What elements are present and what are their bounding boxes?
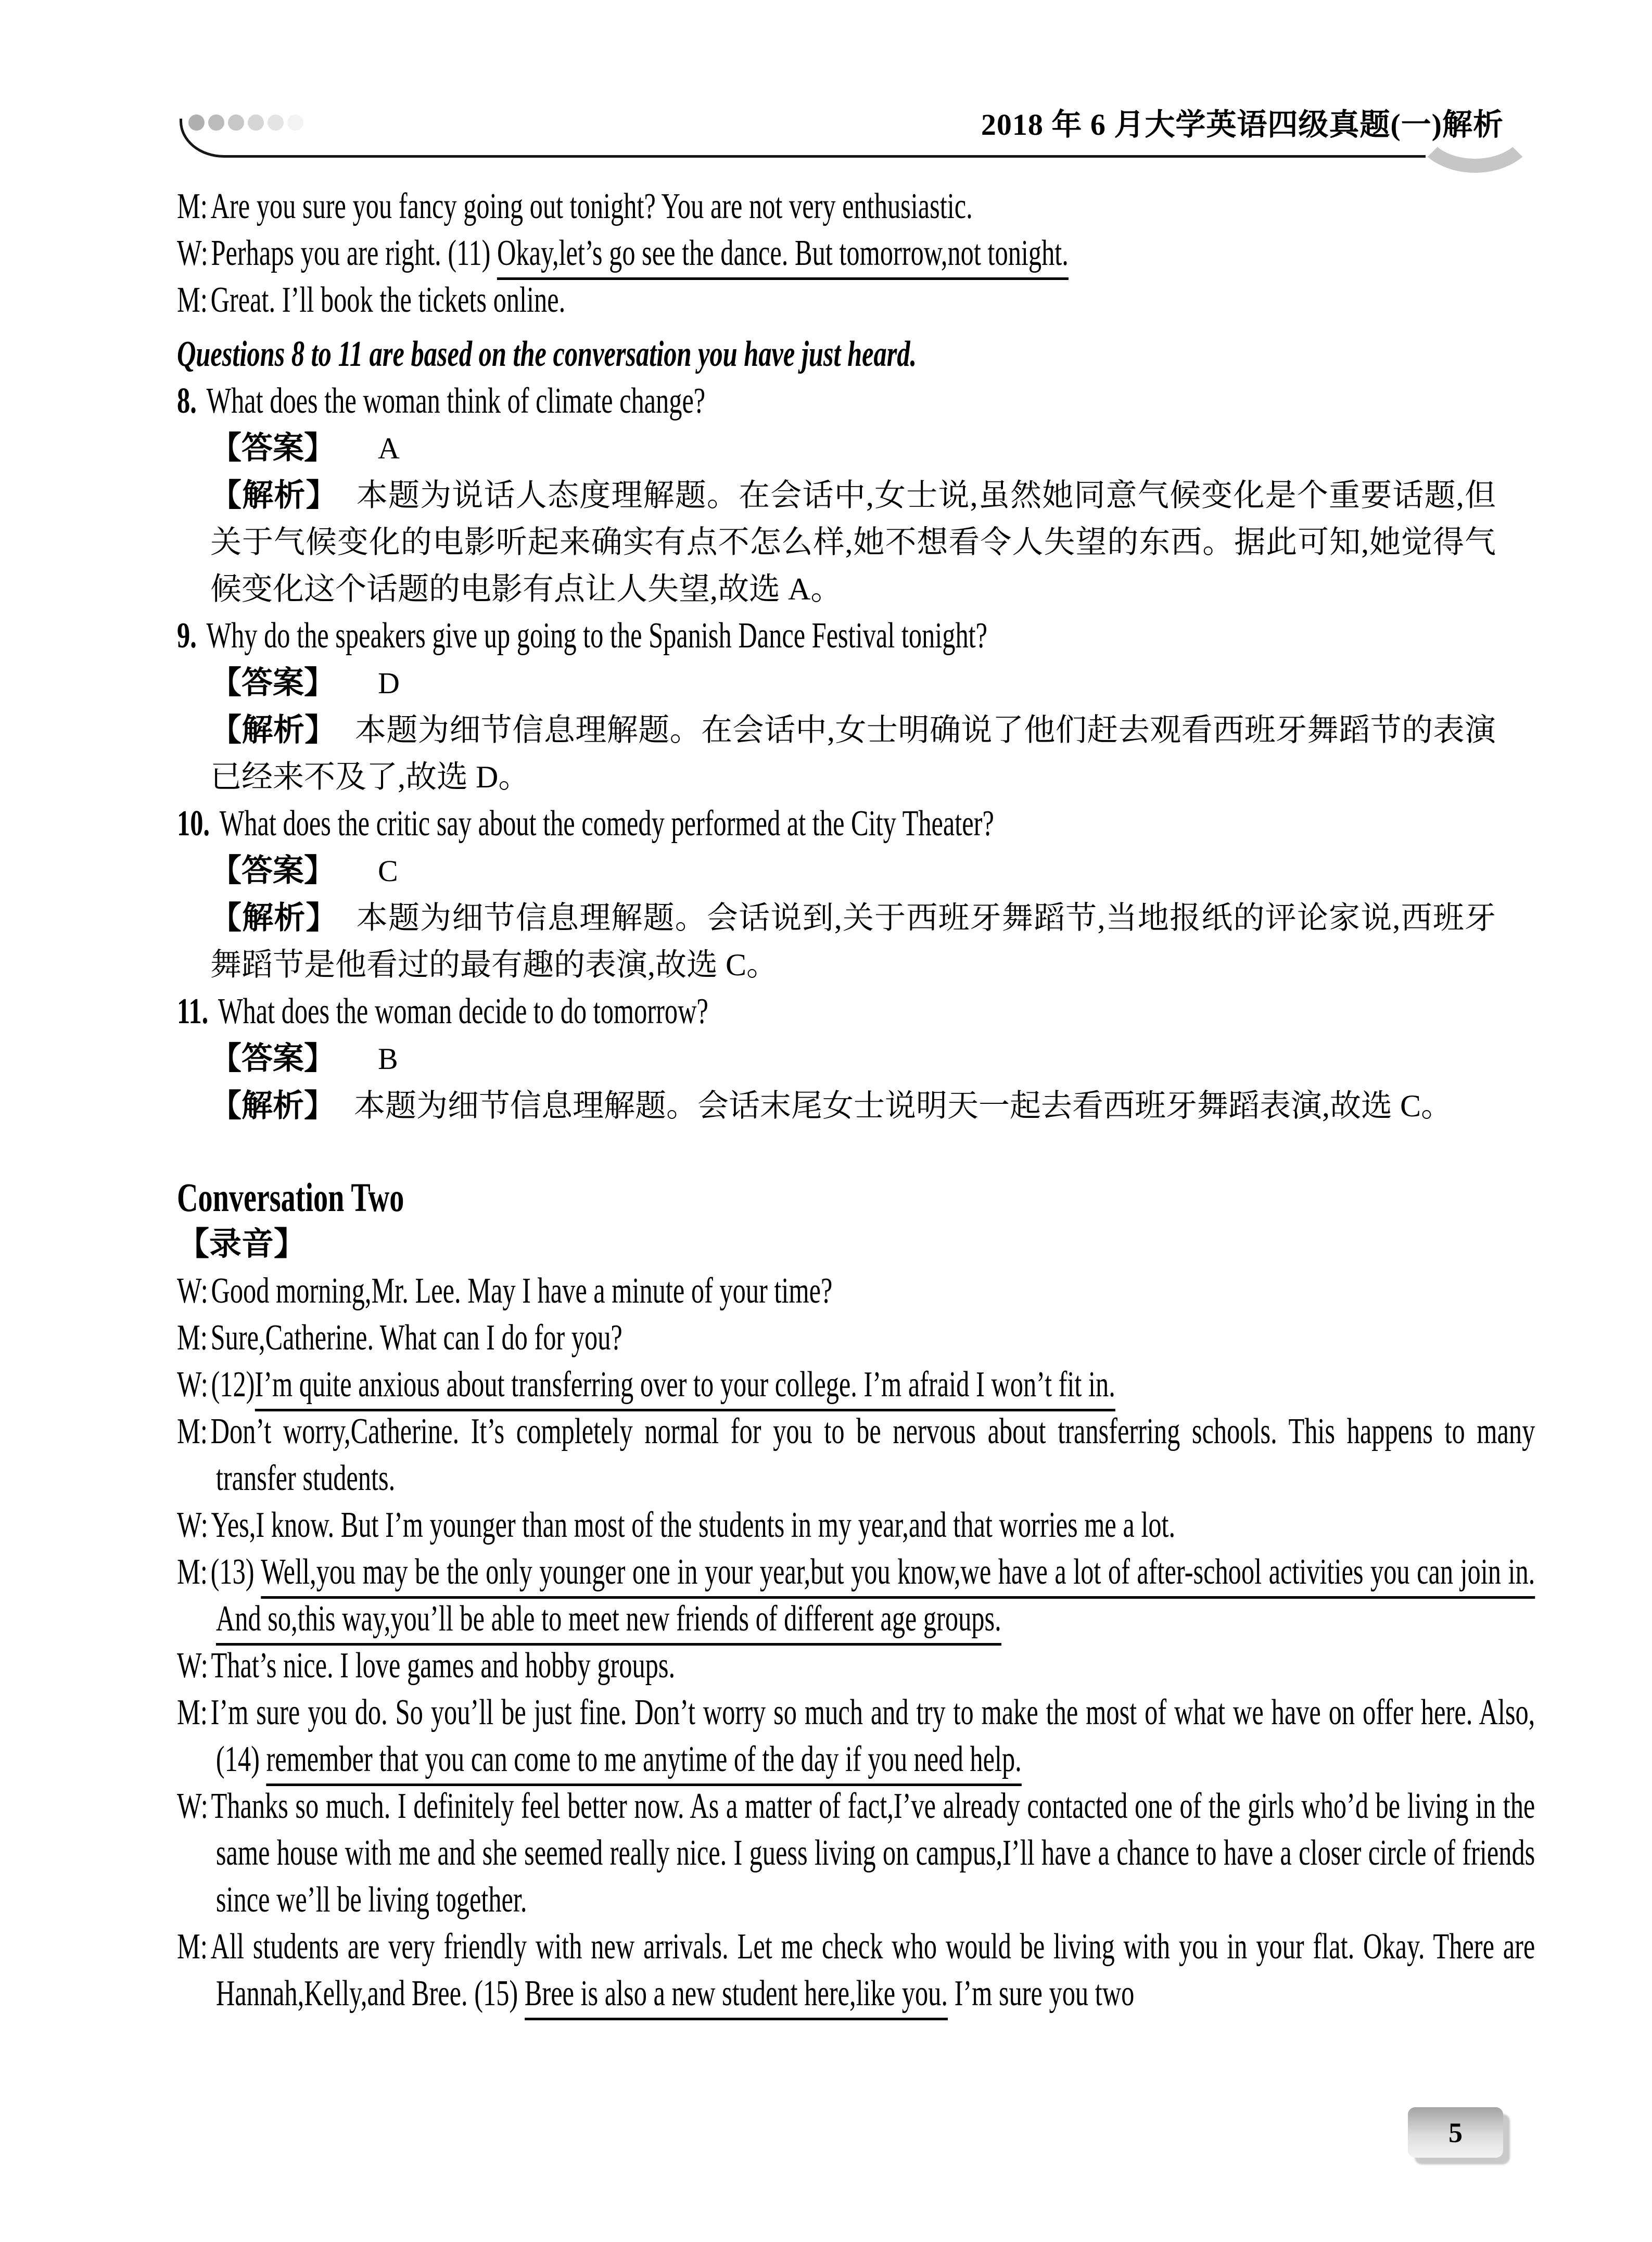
analysis-10 [210,895,1496,988]
dialogue-text: (13) [210,1552,261,1592]
speaker-label: W: [177,1646,208,1686]
recording-label: 【录音】 [177,1227,307,1262]
page-number-box [1408,2107,1503,2158]
answer-line-10 [210,847,1496,895]
dialogue-text: Great. I’ll book the tickets online. [210,280,566,320]
analysis-text: 本题为细节信息理解题。会话末尾女士说明天一起去看西班牙舞蹈表演,故选 C。 [354,1089,1453,1123]
speaker-label: W: [177,233,208,273]
question-11 [177,988,1496,1035]
underlined-answer-text: Okay,let’s go see the dance. But tomorrow,not tonight. [497,233,1069,280]
question-text: What does the woman decide to do tomorrow? [218,991,708,1031]
dialogue-line [177,1361,1535,1408]
question-text: Why do the speakers give up going to the Spanish Dance Festival tonight? [206,616,988,656]
answer-line-9 [210,659,1496,707]
speaker-label: M: [177,1552,208,1592]
dialogue-text: Good morning,Mr. Lee. May I have a minute of your time? [211,1271,833,1311]
answer-label: 【答案】 [210,854,335,888]
analysis-text: 本题为细节信息理解题。在会话中,女士明确说了他们赶去观看西班牙舞蹈节的表演已经来不及了,故选 D。 [210,713,1496,794]
underlined-answer-text: Well,you may be the only younger one in your year,but you know,we have a lot of after-school activities you can join in. And so,this way,you’ll be able to meet new friends of different age groups. [216,1552,1535,1646]
speaker-label: W: [177,1365,208,1405]
dialogue-text: Perhaps you are right. (11) [211,233,498,273]
underlined-answer-text: remember that you can come to me anytime of the day if you need help. [266,1739,1021,1786]
underlined-answer-text: Bree is also a new student here,like you. [525,1973,948,2020]
dialogue-text: Thanks so much. I definitely feel better now. As a matter of fact,I’ve already contacted one of the girls who’d be living in the same house with me and she seemed really nice. I guess living on campus,I’ll have a chance to have a closer circle of friends since we’ll be living together. [211,1786,1535,1920]
speaker-label: W: [177,1271,208,1311]
analysis-9 [210,707,1496,800]
dialogue-text: Are you sure you fancy going out tonight? You are not very enthusiastic. [210,186,973,226]
analysis-label: 【解析】 [210,901,338,935]
dialogue-line [177,1315,1535,1361]
speaker-label: M: [177,1927,208,1967]
page-number: 5 [1448,2117,1463,2148]
dialogue-line [177,1783,1535,1923]
question-number: 9. [177,616,197,656]
speaker-label: M: [177,1692,208,1733]
analysis-text: 本题为细节信息理解题。会话说到,关于西班牙舞蹈节,当地报纸的评论家说,西班牙舞蹈节是他看过的最有趣的表演,故选 C。 [210,901,1496,982]
dialogue-text: Don’t worry,Catherine. It’s completely normal for you to be nervous about transferring schools. This happens to many transfer students. [210,1411,1535,1498]
conversation-two-heading: Conversation Two [177,1175,404,1220]
answer-label: 【答案】 [210,1041,335,1076]
analysis-text: 本题为说话人态度理解题。在会话中,女士说,虽然她同意气候变化是个重要话题,但关于气候变化的电影听起来确实有点不怎么样,她不想看令人失望的东西。据此可知,她觉得气候变化这个话题的电影有点让人失望,故选 A。 [210,478,1496,606]
dialogue-line [177,1689,1535,1783]
crescent-swoosh-icon [1412,78,1539,173]
speaker-label: M: [177,186,208,226]
speaker-label: M: [177,1411,208,1451]
answer-label: 【答案】 [210,666,335,700]
analysis-11 [210,1082,1496,1129]
speaker-label: W: [177,1505,208,1545]
answer-label: 【答案】 [210,431,335,465]
dialogue-line [177,230,1535,277]
answer-letter: A [378,431,400,465]
questions-intro: Questions 8 to 11 are based on the conversation you have just heard. [177,334,917,374]
dialogue-line [177,1923,1535,2017]
dialogue-line [177,1642,1535,1689]
header-rule [180,119,1426,158]
question-10 [177,800,1496,847]
dialogue-line [177,1408,1535,1502]
page-title: 2018 年 6 月大学英语四级真题(一)解析 [981,108,1504,142]
analysis-8 [210,472,1496,613]
question-text: What does the critic say about the comedy performed at the City Theater? [219,804,994,844]
question-number: 11. [177,991,209,1031]
answer-line-8 [210,425,1496,472]
answer-line-11 [210,1035,1496,1082]
dialogue-text: All students are very friendly with new arrivals. Let me check who would be living with you in your flat. Okay. There are Hannah,Kelly,and Bree. (15) [210,1927,1535,2014]
question-text: What does the woman think of climate change? [206,381,706,421]
answer-letter: C [378,854,398,888]
dialogue-text: I’m sure you do. So you’ll be just fine. Don’t worry so much and try to make the most of what we have on offer here. Also,(14) [210,1692,1535,1779]
dialogue-line [177,1502,1535,1549]
analysis-label: 【解析】 [210,478,338,513]
dialogue-line [177,277,1535,324]
answer-letter: B [378,1042,398,1076]
answer-letter: D [378,666,400,700]
dialogue-line [177,183,1535,230]
dialogue-text: (12) [211,1365,255,1405]
question-9 [177,613,1496,659]
underlined-answer-text: I’m quite anxious about transferring over to your college. I’m afraid I won’t fit in. [255,1365,1115,1411]
analysis-label: 【解析】 [210,1089,335,1123]
analysis-label: 【解析】 [210,713,336,747]
dialogue-text: Sure,Catherine. What can I do for you? [210,1318,622,1358]
speaker-label: W: [177,1786,208,1826]
dialogue-line [177,1549,1535,1642]
question-number: 8. [177,381,197,421]
dialogue-text: Yes,I know. But I’m younger than most of the students in my year,and that worries me a lot. [211,1505,1176,1545]
page-content [177,183,1535,2017]
speaker-label: M: [177,280,208,320]
dialogue-line [177,1268,1535,1315]
question-number: 10. [177,804,210,844]
question-8 [177,378,1496,425]
speaker-label: M: [177,1318,208,1358]
dialogue-text: That’s nice. I love games and hobby groups. [211,1646,676,1686]
dialogue-text: I’m sure you two [947,1973,1135,2014]
